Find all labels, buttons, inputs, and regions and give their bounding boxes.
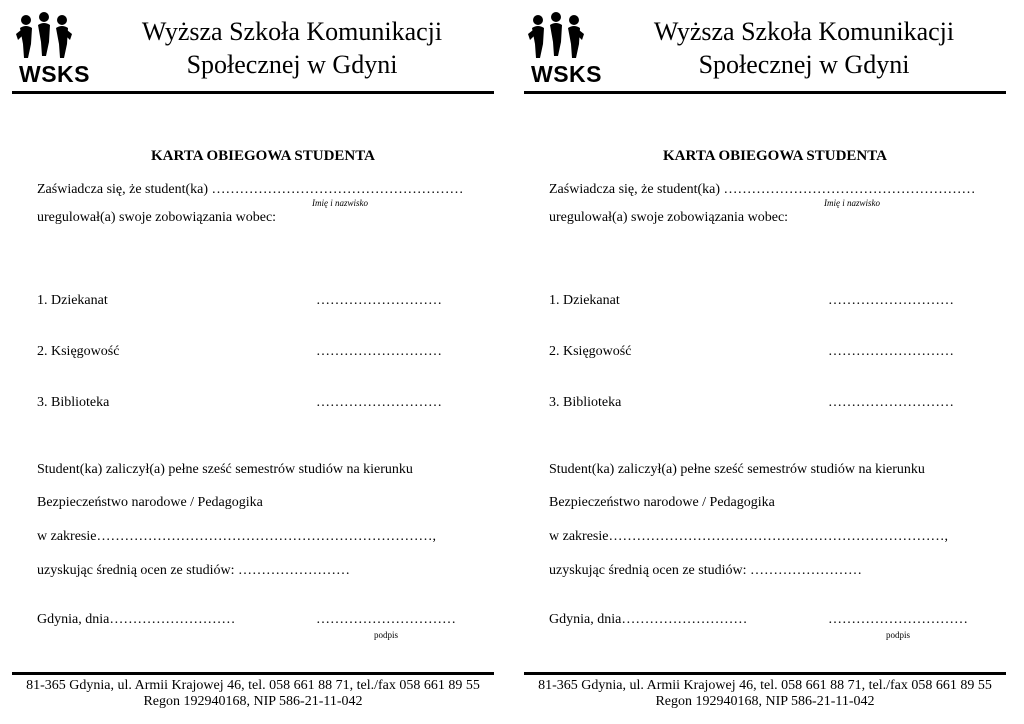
school-name — [112, 15, 472, 81]
department-ksiegowosc-label: 2. Księgowość — [37, 344, 120, 359]
footer-address: 81-365 Gdynia, ul. Armii Krajowej 46, tel. 058 661 88 71, tel./fax 058 661 89 55 — [538, 678, 992, 693]
form-title: KARTA OBIEGOWA STUDENTA — [663, 148, 887, 164]
department-ksiegowosc-label: 2. Księgowość — [549, 344, 632, 359]
obligations-line: uregulował(a) swoje zobowiązania wobec: — [37, 210, 277, 225]
department-biblioteka-label: 3. Biblioteka — [549, 395, 622, 410]
form-title: KARTA OBIEGOWA STUDENTA — [151, 148, 375, 164]
header-divider — [12, 91, 494, 94]
field-of-study: Bezpieczeństwo narodowe / Pedagogika — [37, 495, 263, 510]
circulation-card-right — [512, 0, 1024, 724]
department-biblioteka-label: 3. Biblioteka — [37, 395, 110, 410]
footer-divider — [12, 672, 494, 675]
footer-registry: Regon 192940168, NIP 586-21-11-042 — [143, 694, 363, 709]
wsks-logo — [16, 12, 96, 90]
department-ksiegowosc-signature-line: ……………………… — [316, 344, 442, 359]
logo-text: WSKS — [19, 61, 90, 87]
header-divider — [524, 91, 1006, 94]
signature-line: ………………………… — [828, 612, 968, 627]
signature-caption: podpis — [886, 630, 911, 640]
school-name-line1: Wyższa Szkoła Komunikacji — [653, 17, 955, 46]
scope-line: w zakresie………………………………………………………………, — [37, 529, 436, 544]
department-dziekanat-signature-line: ……………………… — [828, 293, 954, 308]
people-figures-icon — [16, 12, 76, 60]
name-caption: Imię i nazwisko — [824, 198, 880, 208]
people-figures-icon — [528, 12, 588, 60]
footer-registry: Regon 192940168, NIP 586-21-11-042 — [655, 694, 875, 709]
footer-divider — [524, 672, 1006, 675]
place-date-line: Gdynia, dnia……………………… — [37, 612, 236, 627]
school-name-line1: Wyższa Szkoła Komunikacji — [141, 17, 443, 46]
department-biblioteka-signature-line: ……………………… — [828, 395, 954, 410]
department-biblioteka-signature-line: ……………………… — [316, 395, 442, 410]
signature-line: ………………………… — [316, 612, 456, 627]
certify-line: Zaświadcza się, że student(ka) ……………………………………………… — [37, 182, 464, 197]
field-of-study: Bezpieczeństwo narodowe / Pedagogika — [549, 495, 775, 510]
department-dziekanat-label: 1. Dziekanat — [549, 293, 620, 308]
department-dziekanat-signature-line: ……………………… — [316, 293, 442, 308]
semesters-line: Student(ka) zaliczył(a) pełne sześć semestrów studiów na kierunku — [37, 462, 413, 477]
average-line: uzyskując średnią ocen ze studiów: …………………… — [549, 563, 862, 578]
school-name — [624, 15, 984, 81]
school-name-line2: Społecznej w Gdyni — [186, 50, 398, 79]
average-line: uzyskując średnią ocen ze studiów: …………………… — [37, 563, 350, 578]
name-caption: Imię i nazwisko — [312, 198, 368, 208]
place-date-line: Gdynia, dnia……………………… — [549, 612, 748, 627]
wsks-logo — [528, 12, 608, 90]
semesters-line: Student(ka) zaliczył(a) pełne sześć semestrów studiów na kierunku — [549, 462, 925, 477]
school-name-line2: Społecznej w Gdyni — [698, 50, 910, 79]
department-ksiegowosc-signature-line: ……………………… — [828, 344, 954, 359]
obligations-line: uregulował(a) swoje zobowiązania wobec: — [549, 210, 789, 225]
signature-caption: podpis — [374, 630, 399, 640]
logo-text: WSKS — [531, 61, 602, 87]
department-dziekanat-label: 1. Dziekanat — [37, 293, 108, 308]
scope-line: w zakresie………………………………………………………………, — [549, 529, 948, 544]
certify-line: Zaświadcza się, że student(ka) ……………………………………………… — [549, 182, 976, 197]
footer-address: 81-365 Gdynia, ul. Armii Krajowej 46, tel. 058 661 88 71, tel./fax 058 661 89 55 — [26, 678, 480, 693]
